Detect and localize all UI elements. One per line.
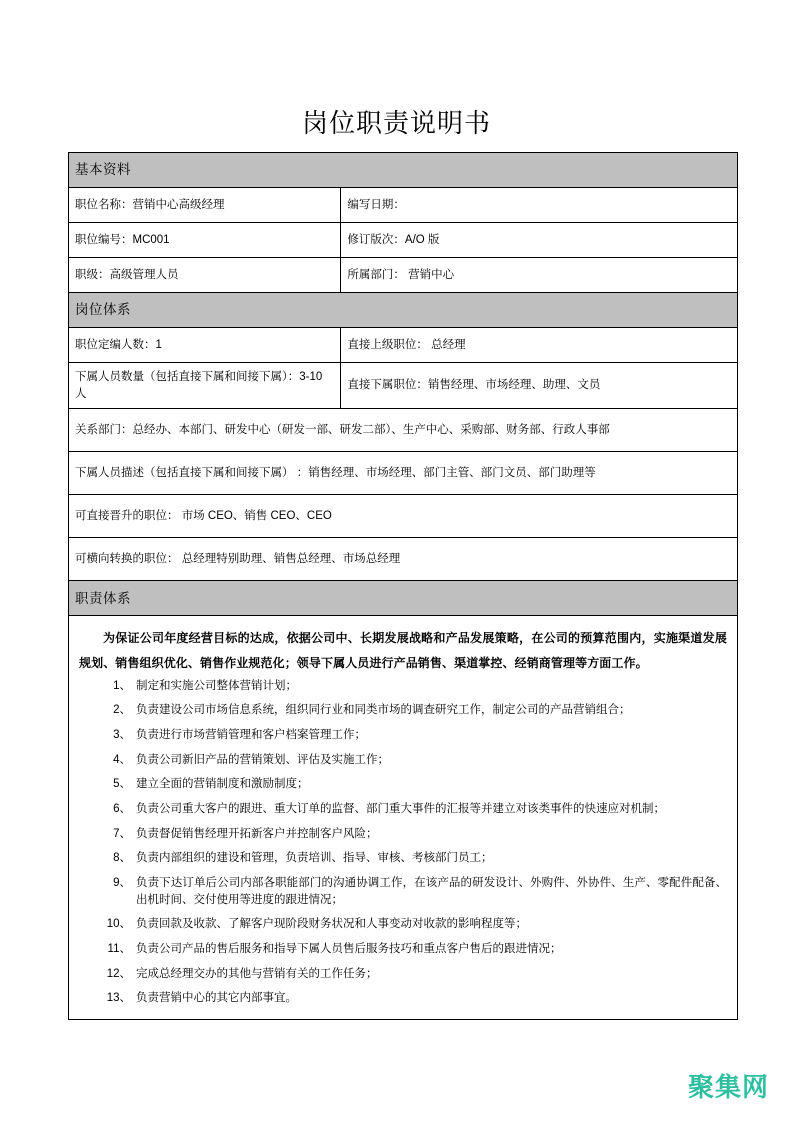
list-item-number: 1、 bbox=[113, 679, 131, 692]
table-row bbox=[69, 258, 738, 293]
list-item-text: 负责建设公司市场信息系统，组织同行业和同类市场的调查研究工作，制定公司的产品营销组合； bbox=[136, 704, 631, 717]
section-header-position-system bbox=[69, 293, 738, 328]
field-position-code: 职位编号：MC001 bbox=[69, 223, 341, 258]
list-item bbox=[79, 678, 727, 695]
list-item-number: 9、 bbox=[113, 876, 131, 889]
job-description-table bbox=[68, 152, 738, 1020]
responsibilities-intro: 为保证公司年度经营目标的达成，依据公司中、长期发展战略和产品发展策略，在公司的预算范围内，实施渠道发展规划、销售组织优化、销售作业规范化；领导下属人员进行产品销售、渠道掌控、经销商管理等方面工作。 bbox=[79, 631, 727, 670]
list-item bbox=[79, 875, 727, 908]
list-item-text: 制定和实施公司整体营销计划； bbox=[136, 679, 297, 692]
list-item-number: 12、 bbox=[106, 967, 131, 980]
list-item-number: 5、 bbox=[113, 778, 131, 791]
table-row bbox=[69, 409, 738, 452]
field-subordinate-count: 下属人员数量（包括直接下属和间接下属）：3-10人 bbox=[69, 363, 341, 409]
section-header-basic-info-label: 基本资料 bbox=[69, 153, 738, 188]
list-item-number: 11、 bbox=[107, 942, 131, 955]
list-item-text: 负责内部组织的建设和管理，负责培训、指导、审核、考核部门员工； bbox=[136, 852, 493, 865]
field-write-date: 编写日期： bbox=[341, 188, 738, 223]
list-item-number: 3、 bbox=[113, 728, 131, 741]
field-position-name: 职位名称：营销中心高级经理 bbox=[69, 188, 341, 223]
field-lateral-positions: 可横向转换的职位： 总经理特别助理、销售总经理、市场总经理 bbox=[69, 538, 738, 581]
table-row bbox=[69, 223, 738, 258]
list-item-number: 13、 bbox=[106, 992, 131, 1005]
field-department: 所属部门： 营销中心 bbox=[341, 258, 738, 293]
field-headcount: 职位定编人数：1 bbox=[69, 328, 341, 363]
list-item bbox=[79, 727, 727, 744]
list-item-number: 10、 bbox=[106, 918, 131, 931]
list-item-number: 2、 bbox=[113, 704, 131, 717]
table-row bbox=[69, 363, 738, 409]
table-row bbox=[69, 328, 738, 363]
table-row bbox=[69, 188, 738, 223]
list-item bbox=[79, 801, 727, 818]
list-item bbox=[79, 941, 727, 958]
list-item-text: 完成总经理交办的其他与营销有关的工作任务； bbox=[136, 967, 378, 980]
list-item bbox=[79, 776, 727, 793]
list-item-text: 负责公司产品的售后服务和指导下属人员售后服务技巧和重点客户售后的跟进情况； bbox=[136, 942, 562, 955]
list-item bbox=[79, 826, 727, 843]
section-header-responsibilities-label: 职责体系 bbox=[69, 581, 738, 616]
list-item bbox=[79, 752, 727, 769]
list-item bbox=[79, 916, 727, 933]
list-item bbox=[79, 990, 727, 1007]
field-revision-version: 修订版次：A/O 版 bbox=[341, 223, 738, 258]
table-row-responsibilities bbox=[69, 616, 738, 1020]
list-item-text: 负责进行市场营销管理和客户档案管理工作； bbox=[136, 728, 366, 741]
section-header-position-system-label: 岗位体系 bbox=[69, 293, 738, 328]
field-related-departments: 关系部门：总经办、本部门、研发中心（研发一部、研发二部）、生产中心、采购部、财务部、行政人事部 bbox=[69, 409, 738, 452]
list-item-text: 负责公司重大客户的跟进、重大订单的监督、部门重大事件的汇报等并建立对该类事件的快速应对机制； bbox=[136, 802, 665, 815]
responsibilities-body bbox=[69, 616, 737, 1019]
table-row bbox=[69, 495, 738, 538]
site-watermark: 聚集网 bbox=[687, 1073, 769, 1103]
list-item-number: 7、 bbox=[113, 827, 131, 840]
list-item-text: 建立全面的营销制度和激励制度； bbox=[136, 778, 309, 791]
list-item-text: 负责下达订单后公司内部各职能部门的沟通协调工作，在该产品的研发设计、外购件、外协件、生产、零配件配备、出机时间、交付使用等进度的跟进情况； bbox=[136, 876, 727, 906]
field-subordinate-description: 下属人员描述（包括直接下属和间接下属） ：销售经理、市场经理、部门主管、部门文员、部门助理等 bbox=[69, 452, 738, 495]
list-item-number: 6、 bbox=[113, 802, 131, 815]
list-item-text: 负责督促销售经理开拓新客户并控制客户风险； bbox=[136, 827, 378, 840]
list-item bbox=[79, 966, 727, 983]
list-item-text: 负责公司新旧产品的营销策划、评估及实施工作； bbox=[136, 753, 389, 766]
responsibilities-list bbox=[79, 678, 727, 1007]
responsibilities-cell bbox=[69, 616, 738, 1020]
section-header-basic-info bbox=[69, 153, 738, 188]
field-direct-superior: 直接上级职位： 总经理 bbox=[341, 328, 738, 363]
section-header-responsibilities bbox=[69, 581, 738, 616]
list-item-text: 负责营销中心的其它内部事宜。 bbox=[136, 992, 297, 1005]
field-position-rank: 职级：高级管理人员 bbox=[69, 258, 341, 293]
table-row bbox=[69, 538, 738, 581]
list-item bbox=[79, 702, 727, 719]
table-row bbox=[69, 452, 738, 495]
page-title: 岗位职责说明书 bbox=[301, 109, 491, 138]
list-item bbox=[79, 850, 727, 867]
list-item-number: 8、 bbox=[113, 852, 131, 865]
list-item-text: 负责回款及收款、了解客户现阶段财务状况和人事变动对收款的影响程度等； bbox=[136, 918, 527, 931]
field-direct-subordinates: 直接下属职位：销售经理、市场经理、助理、文员 bbox=[341, 363, 738, 409]
list-item-number: 4、 bbox=[113, 753, 131, 766]
field-promotion-positions: 可直接晋升的职位： 市场 CEO、销售 CEO、CEO bbox=[69, 495, 738, 538]
